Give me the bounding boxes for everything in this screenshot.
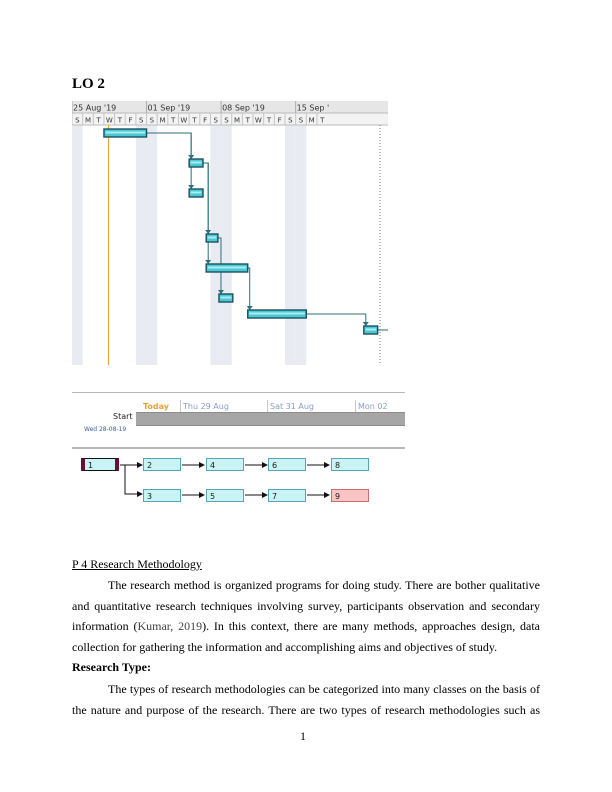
network-node: 4 [206, 458, 244, 471]
gantt-day-letter: S [224, 116, 229, 125]
paragraph-line: The research method is organized programs for doing study. There are bother qualitative [108, 578, 540, 592]
gantt-day-letter: T [117, 116, 123, 125]
network-node: 8 [331, 458, 369, 471]
network-node: 5 [206, 489, 244, 502]
gantt-chart [72, 101, 388, 365]
p4-title: P 4 Research Methodology [72, 557, 202, 571]
timeline-tick [267, 400, 268, 412]
timeline-start-label: Start [113, 412, 133, 421]
gantt-weekend-shade [136, 125, 147, 365]
gantt-dependency-link [306, 314, 366, 326]
paragraph-line: collection for gathering the information and accomplishing aims and objectives of study. [72, 639, 498, 654]
paragraph-line-citation [72, 616, 540, 637]
paragraph-line: the nature and purpose of the research. There are two types of research methodologies such as [72, 702, 540, 717]
gantt-day-letter: S [138, 116, 144, 125]
gantt-task-highlight [208, 267, 247, 269]
timeline [72, 392, 405, 452]
gantt-weekend-shade [296, 125, 307, 365]
citation: Kumar, 2019 [137, 619, 203, 634]
gantt-day-letter: T [96, 116, 101, 125]
timeline-today-label: Today [143, 402, 169, 411]
gantt-task-highlight [249, 313, 305, 315]
gantt-day-letter: M [234, 116, 241, 125]
timeline-tick [355, 400, 356, 412]
gantt-day-letter: T [192, 116, 197, 125]
gantt-dependency-link [203, 163, 208, 234]
gantt-weekend-shade [72, 125, 83, 365]
page-number: 1 [300, 729, 306, 743]
network-node-end: 9 [331, 489, 369, 502]
gantt-day-letter: W [254, 116, 262, 125]
gantt-week-label: 25 Aug '19 [73, 103, 117, 113]
timeline-top-rule [72, 392, 405, 393]
gantt-weekend-shade [210, 125, 221, 365]
gantt-week-label: 01 Sep '19 [147, 103, 191, 113]
timeline-bar [136, 412, 405, 426]
gantt-dependency-link [203, 163, 208, 264]
gantt-day-letter: S [288, 116, 293, 125]
gantt-day-letter: F [203, 116, 208, 125]
gantt-task-highlight [365, 329, 376, 331]
gantt-day-letter: M [308, 116, 315, 125]
gantt-day-letter: T [245, 116, 250, 125]
network-arrow [125, 465, 142, 494]
network-diagram [80, 455, 380, 510]
timeline-tick [180, 400, 181, 412]
gantt-task-highlight [208, 237, 217, 239]
gantt-week-label: 15 Sep ' [296, 103, 330, 113]
network-node: 7 [268, 489, 306, 502]
timeline-bottom-rule [72, 447, 405, 449]
network-node-start: 1 [81, 458, 119, 471]
timeline-date: Mon 02 [358, 402, 388, 411]
paragraph-line: The types of research methodologies can be categorized into many classes on the basis of [108, 682, 540, 696]
gantt-day-letter: W [105, 116, 113, 125]
gantt-weekend-shade [147, 125, 158, 365]
gantt-day-letter: T [266, 116, 272, 125]
gantt-task-highlight [105, 132, 145, 134]
timeline-date: Sat 31 Aug [270, 402, 315, 411]
gantt-day-letter: S [75, 116, 80, 125]
gantt-task-highlight [191, 162, 202, 164]
paragraph-text: information ( [72, 619, 138, 634]
gantt-day-letter: W [180, 116, 188, 125]
paragraph-research-type [72, 679, 540, 720]
gantt-dependency-link [248, 268, 250, 310]
paragraph-text: ). In this context, there are many methods, approaches design, data [202, 619, 540, 634]
gantt-task-highlight [220, 297, 231, 299]
gantt-task-highlight [191, 192, 202, 194]
timeline-start-date: Wed 28-08-19 [84, 426, 127, 433]
gantt-day-letter: S [298, 116, 304, 125]
gantt-weekend-shade [221, 125, 232, 365]
gantt-svg [72, 101, 388, 365]
network-node: 6 [268, 458, 306, 471]
gantt-dependency-link [378, 330, 388, 342]
gantt-day-letter: S [213, 116, 219, 125]
gantt-day-letter: T [171, 116, 176, 125]
gantt-day-letter: M [84, 116, 91, 125]
network-node: 3 [143, 489, 181, 502]
gantt-day-letter: T [320, 116, 325, 125]
gantt-day-letter: F [277, 116, 282, 125]
gantt-day-letter: F [128, 116, 133, 125]
section-heading: LO 2 [72, 76, 105, 92]
gantt-week-label: 08 Sep '19 [222, 103, 265, 113]
paragraph-methodology [72, 575, 540, 657]
timeline-date: Thu 29 Aug [183, 402, 229, 411]
gantt-day-letter: M [159, 116, 166, 125]
network-node: 2 [143, 458, 181, 471]
gantt-weekend-shade [285, 125, 296, 365]
gantt-day-letter: S [149, 116, 155, 125]
paragraph-line: and quantitative research techniques involving survey, participants observation and secondary [72, 598, 540, 613]
research-type-heading: Research Type: [72, 660, 151, 674]
